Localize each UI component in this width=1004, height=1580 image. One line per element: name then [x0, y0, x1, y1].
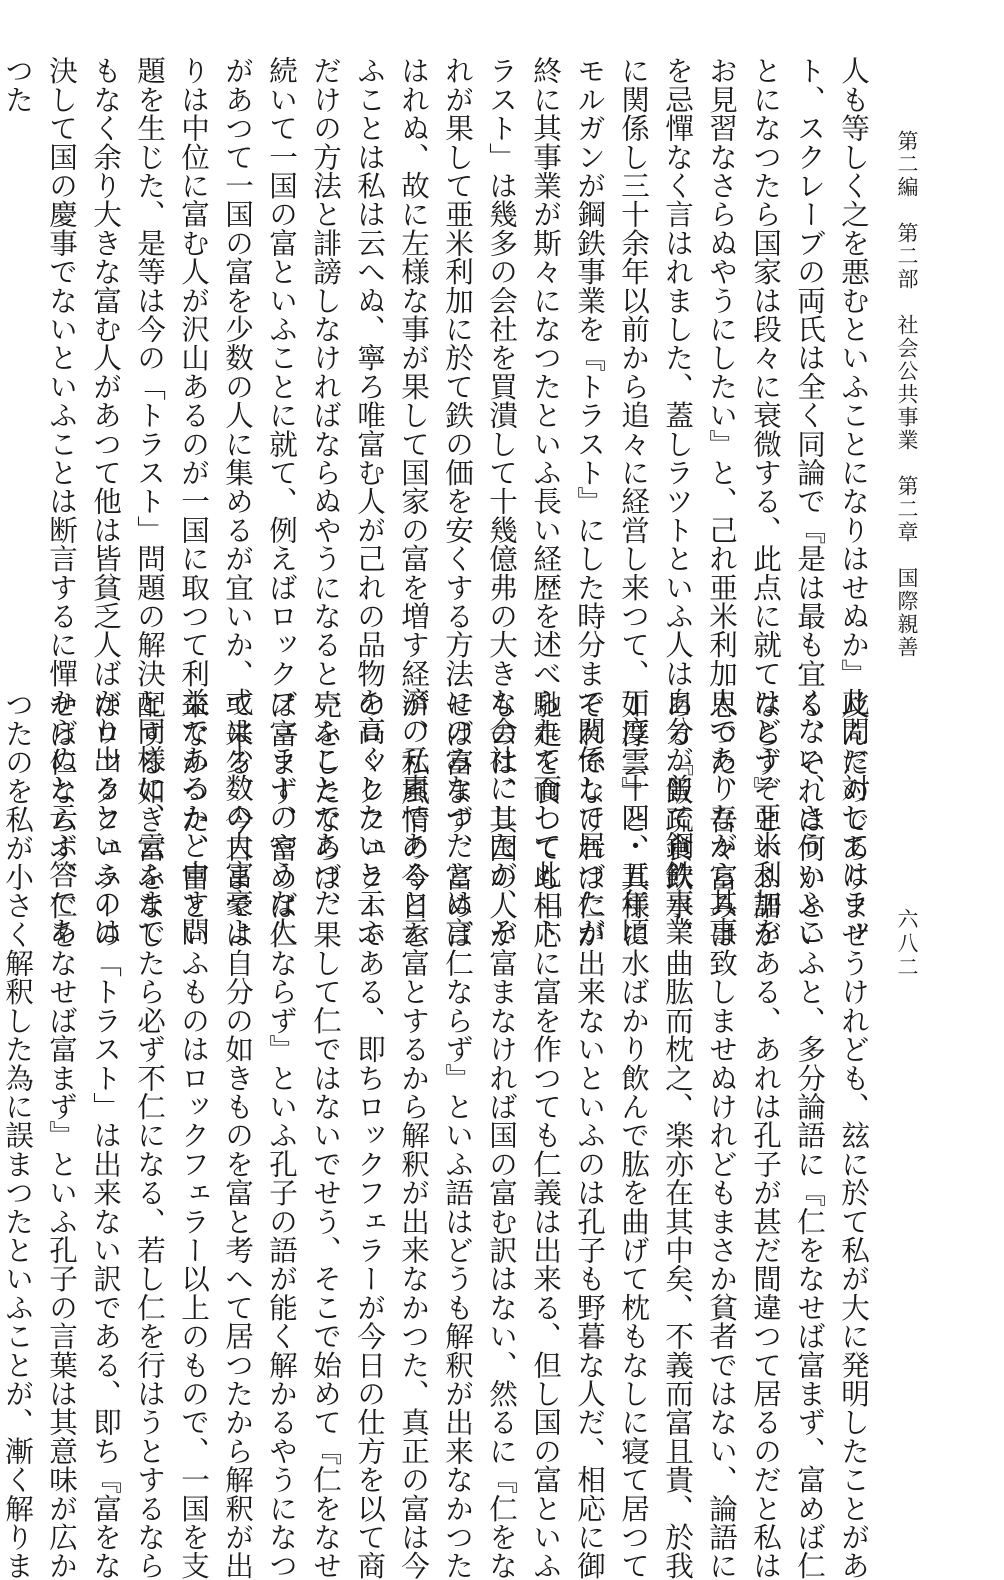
text-line: 及んだのでありませうけれども、玆に於て私が大に発明したことがあ [837, 690, 871, 1580]
text-line: つたのを私が小さく解釈した為に誤まつたといふことが、漸く解りま [1, 690, 35, 1580]
text-line: ある『飯疏食飲水、曲肱而枕之、楽亦在其中矣、不義而富且貴、於我 [661, 690, 695, 1580]
text-line: が、私風情の今日を富とするから解釈が出来なかつた、真正の富は今 [397, 690, 431, 1580]
text-line: があつて一国の富を少数の人に集めるが宜いか、或は少数の大富豪よ [221, 56, 255, 946]
text-line: ばロックフェラーの「トラスト」は出来ない訳である、即ち『富をな [89, 690, 123, 1580]
text-line: 来なかつた、富といふものはロックフェラー以上のもので、一国を支 [177, 690, 211, 1580]
text-line: それでなければ仁が出来ないといふのは孔子も野暮な人だ、相応に御 [573, 690, 607, 1580]
text-line: ば富まず、富めば仁ならず』といふ孔子の語が能く解かるやうになつ [265, 690, 299, 1580]
text-line: 決して国の慶事でないといふことは断言するに憚からぬと云ふ答であ [45, 56, 79, 946]
text-line: 人も等しく之を悪むといふことになりはせぬか』此問に対してはラッ [837, 56, 871, 946]
text-line: ふことは私は云へぬ、寧ろ唯富む人が己れの品物を高くしたいと云ふ [353, 56, 387, 946]
text-line: 配する如き富をなしたら必ず不仁になる、若し仁を行はうとするなら [133, 690, 167, 1580]
page-number: 六八二 [895, 908, 919, 980]
text-line: せば仁ならず、仁をなせば富まず』といふ孔子の言葉は其意味が広か [45, 690, 79, 1580]
text-line: ラスト」は幾多の会社を買潰して十幾億弗の大きな会社にしたが、そ [485, 56, 519, 946]
text-line: せば富まず、富めば仁ならず』といふ語はどうも解釈が出来なかつた [441, 690, 475, 1580]
text-line: 如浮雲』と、其様に水ばかり飲んで肱を曲げて枕もなしに寝て居つて [617, 690, 651, 1580]
text-line: を忌憚なく言はれました、蓋しラツトといふ人は自分が曾て鋼鉄事業 [661, 56, 695, 946]
text-line: に関係し三十余年以前から追々に経営し来つて、丁度三十四・五年頃 [617, 56, 651, 946]
text-line: だけの方法と誹謗しなければならぬやうになるといふことであつた [309, 56, 343, 917]
text-line: 続いて一国の富といふことに就て、例えばロックフェラーのやうな人 [265, 56, 299, 946]
text-line: て来る、今日までは自分の如きものを富と考へて居つたから解釈が出 [221, 690, 255, 1580]
text-line: 題を生じた、是等は今の「トラスト」問題の解決と同様に、云ふまで [133, 56, 167, 946]
text-line: 馳走を食つても相応に富を作つても仁義は出来る、但し国の富といふ [529, 690, 563, 1580]
text-line: ト、スクレーブの両氏は全く同論で『是は最も宜くない、さういふこ [793, 56, 827, 946]
text-line: ものは、其国の人が富まなければ国の富む訳はない、然るに『仁をな [485, 690, 519, 1580]
text-line: ならず』といふ語がある、あれは孔子が甚だ間違つて居るのだと私は [749, 690, 783, 1580]
text-line: 終に其事業が斯々になつたといふ長い経歴を述べられて而して此「ト [529, 56, 563, 946]
upper-text-block [0, 56, 876, 946]
text-line: 売をしたならば、果して仁ではないでせう、そこで始めて『仁をなせ [309, 690, 343, 1580]
text-line: れが果して亜米利加に於て鉄の価を安くする方法にのみなつたとは言 [441, 56, 475, 946]
text-line: のロックフェラーである、即ちロックフェラーが今日の仕方を以て商 [353, 690, 387, 1580]
text-line: はれぬ、故に左様な事が果して国家の富を増す経済の元素であると云 [397, 56, 431, 946]
text-line: りは中位に富む人が沢山あるのが一国に取つて利益であるかと申す問 [177, 56, 211, 946]
text-line: とになつたら国家は段々に衰微する、此点に就てはどうぞ亜米利加を [749, 56, 783, 946]
running-header: 第二編 第二部 社会公共事業 第二章 国際親善 [895, 130, 919, 659]
text-line: 思つた、吾々富みは致しませぬけれどもまさか貧者ではない、論語に [705, 690, 739, 1580]
text-line: もなく余り大きな富む人があつて他は皆貧乏人ばかり出るといふのは [89, 56, 123, 946]
text-line: る、それは何かといふと、多分論語に『仁をなせば富まず、富めば仁 [793, 690, 827, 1580]
text-line: モルガンが鋼鉄事業を『トラスト』にした時分まで関係して居つたが [573, 56, 607, 946]
text-line: つた [1, 56, 35, 114]
lower-text-block [0, 690, 876, 1580]
text-line: お見習なさらぬやうにしたい』と、己れ亜米利加人でありながら其事 [705, 56, 739, 946]
